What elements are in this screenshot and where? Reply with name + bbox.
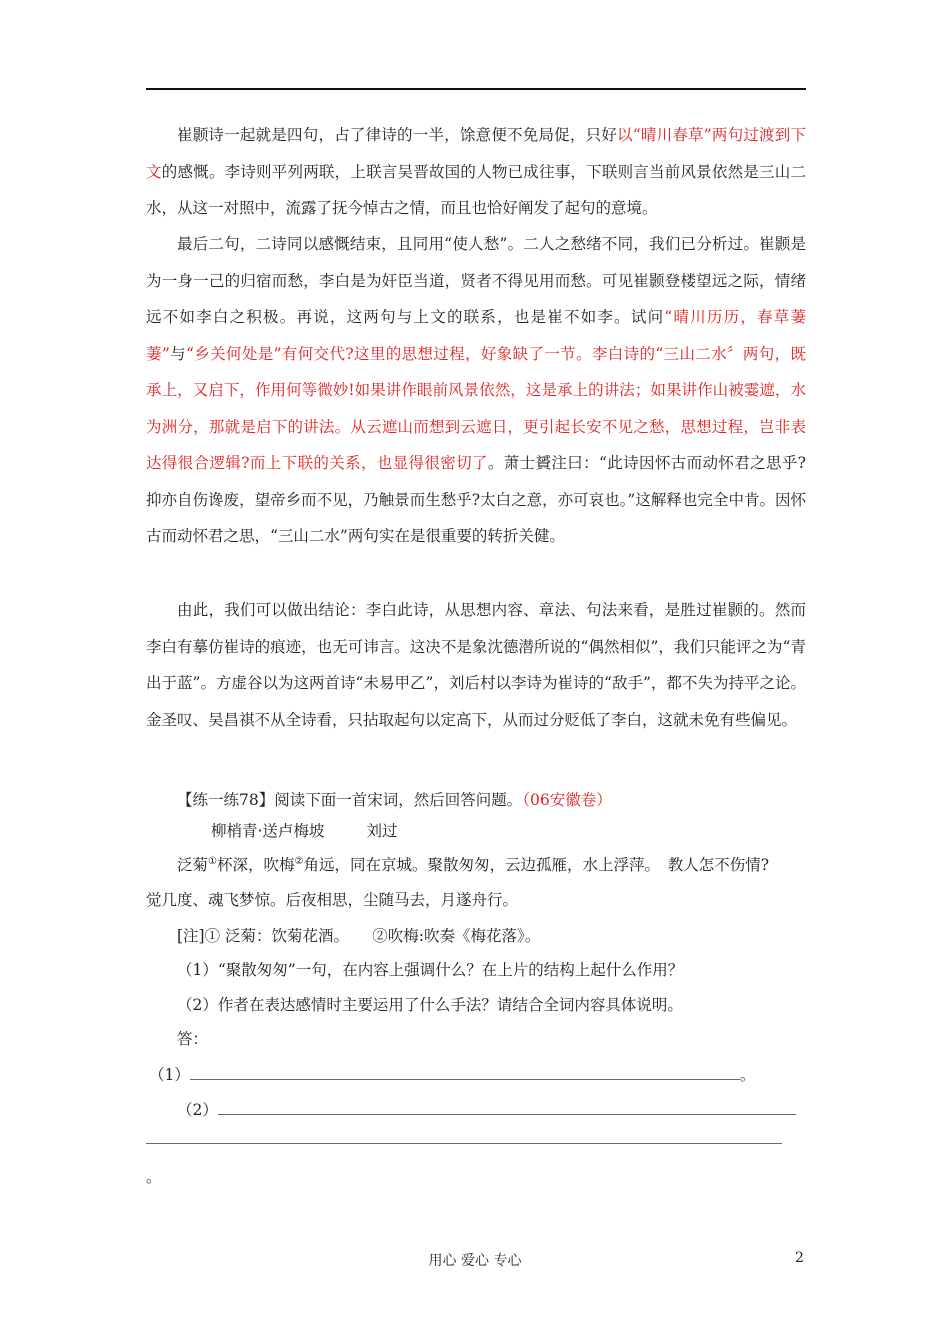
- poem-title: 柳梢青·送卢梅坡: [211, 822, 325, 840]
- answer-2-blank[interactable]: [218, 1103, 796, 1115]
- para2-highlight: “晴川历历，春草萋萋”: [146, 308, 806, 363]
- poem-note: [注]① 泛菊：饮菊花酒。 ②吹梅:吹奏《梅花落》。: [177, 927, 541, 945]
- page-footer: 用心 爱心 专心: [428, 1253, 522, 1269]
- poem-line-2: 觉几度、魂飞梦惊。后夜相思，尘随马去，月遂舟行。: [146, 891, 519, 909]
- answer-2-continuation-blank[interactable]: [146, 1143, 782, 1144]
- footnote-marker-2: ②: [294, 855, 304, 867]
- exercise-text: 阅读下面一首宋词，然后回答问题。: [274, 791, 523, 809]
- answer-end-mark: 。: [146, 1168, 162, 1186]
- answer-1-label: （1）: [149, 1066, 190, 1084]
- para2-text-3: 。萧士贇注曰：“此诗因怀古而动怀君之思乎?抑亦自伤谗废，望帝乡而不见，乃触景而生愁乎?太白之意，亦可哀也。”这解释也完全中肯。因怀古而动怀君之思，“三山二水”两句实在是很重要的转折关健。: [146, 454, 806, 545]
- footnote-marker-1: ①: [208, 855, 217, 867]
- page-number: 2: [795, 1250, 804, 1266]
- para1-text: 崔颢诗一起就是四句，占了律诗的一半，馀意便不免局促，只好: [177, 126, 618, 144]
- answer-1-end: 。: [739, 1066, 756, 1084]
- para1-highlight: 以“晴川春草”两句过渡到下文: [146, 126, 806, 181]
- poem-l1a: 泛菊: [177, 856, 209, 874]
- paragraph-2: [146, 226, 806, 555]
- para1-text-2: 的感慨。李诗则平列两联，上联言吴晋故国的人物已成往事，下联则言当前风景依然是三山二水，从这一对照中，流露了抚今悼古之情，而且也恰好阐发了起句的意境。: [146, 162, 806, 217]
- answer-2-label: （2）: [177, 1101, 218, 1119]
- poem-line-1: [177, 853, 769, 875]
- poem-l1c: 角远，同在京城。聚散匆匆，云边孤雁，水上浮萍。 教人怎不伤情?: [303, 856, 770, 874]
- answer-1-line: [149, 1063, 755, 1085]
- poem-title-line: [211, 819, 397, 841]
- answer-2-line: [177, 1098, 796, 1120]
- para2-text-2: 与: [169, 344, 187, 363]
- para2-text: 最后二句，二诗同以感慨结束，且同用“使人愁”。二人之愁绪不同，我们已分析过。崔颢是为一身一己的归宿而愁，李白是为奸臣当道，贤者不得见用而愁。可见崔颢登楼望远之际，情绪远不如李白之积极。再说，这两句与上文的联系，也是崔不如李。试问: [146, 235, 806, 326]
- question-2: （2）作者在表达感情时主要运用了什么手法？请结合全词内容具体说明。: [177, 996, 683, 1014]
- paragraph-1: [146, 117, 806, 227]
- question-1: （1）“聚散匆匆”一句，在内容上强调什么？在上片的结构上起什么作用？: [177, 961, 684, 979]
- exercise-heading: [177, 788, 612, 810]
- poem-author: 刘过: [366, 822, 398, 840]
- paragraph-3: 由此，我们可以做出结论：李白此诗，从思想内容、章法、句法来看，是胜过崔颢的。然而李白有摹仿崔诗的痕迹，也无可讳言。这决不是象沈德潜所说的“偶然相似”，我们只能评之为“青出于蓝”。方虚谷以为这两首诗“未易甲乙”，刘后村以李诗为崔诗的“敌手”，都不失为持平之论。金圣叹、吴昌祺不从全诗看，只拈取起句以定高下，从而过分贬低了李白，这就未免有些偏见。: [146, 601, 806, 729]
- header-rule: [146, 88, 806, 90]
- answer-label: 答：: [177, 1030, 209, 1048]
- exercise-label: 【练一练78】: [177, 791, 275, 809]
- poem-l1b: 杯深，吹梅: [216, 856, 295, 874]
- answer-1-blank[interactable]: [190, 1068, 740, 1080]
- exercise-source: （06安徽卷）: [522, 791, 612, 809]
- para2-highlight-2: “乡关何处是”有何交代?这里的思想过程，好象缺了一节。李白诗的“三山二水〞两句，既承上，又启下，作用何等微妙!如果讲作眼前风景依然，这是承上的讲法；如果讲作山被霎遮，水为洲分，那就是启下的讲法。从云遮山而想到云遮日，更引起长安不见之愁，思想过程，岂非表达得很合逻辑?而上下联的关系，也显得很密切了: [146, 344, 806, 472]
